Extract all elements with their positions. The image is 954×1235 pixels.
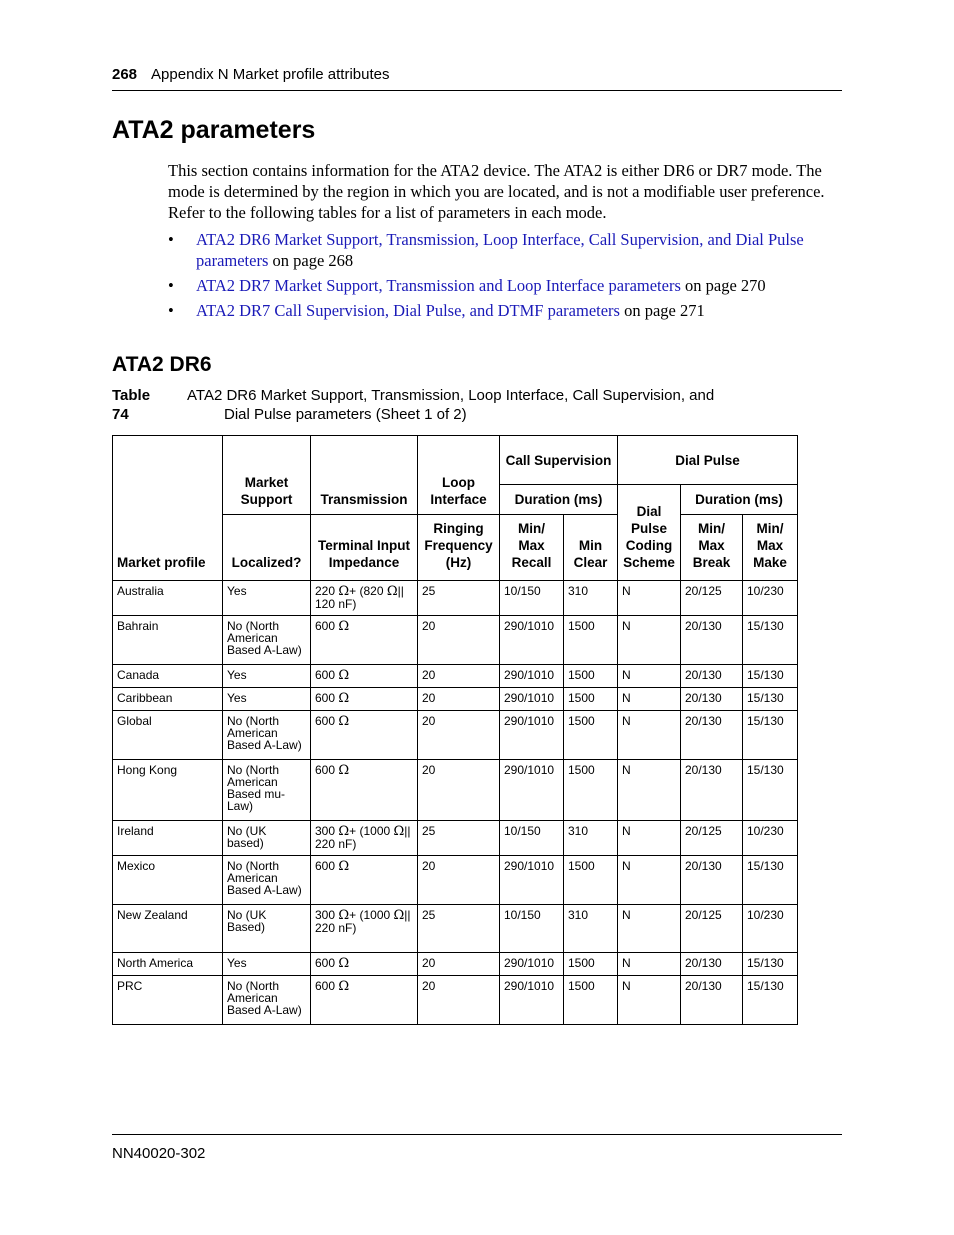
cell-ringing: 20: [418, 665, 500, 688]
cell-ringing: 25: [418, 905, 500, 953]
link-item: [168, 275, 833, 296]
table-row: [113, 688, 798, 711]
table-row: [113, 616, 798, 665]
cell-break: 20/130: [681, 953, 743, 976]
cell-make: 15/130: [743, 616, 798, 665]
header-dial-duration: Duration (ms): [681, 485, 798, 515]
cell-ringing: 20: [418, 953, 500, 976]
cell-profile: Bahrain: [113, 616, 223, 665]
bullet: •: [168, 276, 174, 295]
cell-recall: 290/1010: [500, 616, 564, 665]
header-transmission: Transmission: [311, 436, 418, 515]
table-row: [113, 581, 798, 616]
cell-make: 15/130: [743, 976, 798, 1025]
link-page-ref: on page 270: [680, 276, 766, 295]
caption-line-1: ATA2 DR6 Market Support, Transmission, Loop Interface, Call Supervision, and: [187, 387, 715, 404]
cell-coding: N: [618, 905, 681, 953]
cell-make: 15/130: [743, 953, 798, 976]
cell-profile: PRC: [113, 976, 223, 1025]
table-row: [113, 711, 798, 760]
page-footer: NN40020-302: [112, 1134, 842, 1162]
cell-profile: Caribbean: [113, 688, 223, 711]
cell-localized: Yes: [223, 665, 311, 688]
cell-recall: 290/1010: [500, 953, 564, 976]
cell-break: 20/130: [681, 665, 743, 688]
page-header: [112, 66, 842, 91]
header-localized: Localized?: [223, 515, 311, 581]
cell-make: 10/230: [743, 905, 798, 953]
link-dr7-transmission[interactable]: ATA2 DR7 Market Support, Transmission and Loop Interface parameters: [196, 276, 681, 295]
cell-recall: 290/1010: [500, 976, 564, 1025]
cell-recall: 10/150: [500, 581, 564, 616]
cell-coding: N: [618, 760, 681, 821]
link-item: [168, 229, 833, 271]
header-loop-interface: Loop Interface: [418, 436, 500, 515]
bullet: •: [168, 301, 174, 320]
header-dial-pulse: Dial Pulse: [618, 436, 798, 485]
cell-coding: N: [618, 665, 681, 688]
cell-break: 20/130: [681, 760, 743, 821]
caption-line-2: Dial Pulse parameters (Sheet 1 of 2): [224, 406, 467, 423]
page-title: ATA2 parameters: [112, 116, 316, 144]
cell-ringing: 20: [418, 760, 500, 821]
header-dial-pulse-coding: Dial Pulse Coding Scheme: [618, 485, 681, 581]
cell-break: 20/125: [681, 821, 743, 856]
cell-make: 10/230: [743, 581, 798, 616]
bullet: •: [168, 230, 174, 249]
cell-clear: 1500: [564, 953, 618, 976]
header-min-max-recall: Min/ Max Recall: [500, 515, 564, 581]
cell-clear: 1500: [564, 688, 618, 711]
header-section: Appendix N Market profile attributes: [151, 66, 390, 83]
cell-impedance: 600 Ω: [311, 953, 418, 976]
header-call-supervision: Call Supervision: [500, 436, 618, 485]
cell-impedance: 220 Ω+ (820 Ω|| 120 nF): [311, 581, 418, 616]
cell-impedance: 600 Ω: [311, 665, 418, 688]
table-row: [113, 905, 798, 953]
header-market-profile: Market profile: [113, 436, 223, 581]
header-min-max-break: Min/ Max Break: [681, 515, 743, 581]
cell-break: 20/130: [681, 976, 743, 1025]
link-page-ref: on page 271: [619, 301, 705, 320]
cell-localized: No (UK Based): [223, 905, 311, 953]
cell-localized: No (North American Based A-Law): [223, 976, 311, 1025]
cell-coding: N: [618, 953, 681, 976]
table-label: Table 74: [112, 387, 151, 423]
cell-recall: 290/1010: [500, 711, 564, 760]
cell-profile: Global: [113, 711, 223, 760]
parameters-table: [112, 435, 798, 1025]
cell-recall: 290/1010: [500, 856, 564, 905]
cell-recall: 10/150: [500, 821, 564, 856]
cell-profile: Canada: [113, 665, 223, 688]
cell-break: 20/125: [681, 581, 743, 616]
cell-break: 20/130: [681, 711, 743, 760]
link-dr6-parameters[interactable]: ATA2 DR6 Market Support, Transmission, Loop Interface, Call Supervision, and Dial Pulse parameters: [196, 230, 804, 270]
cell-impedance: 600 Ω: [311, 688, 418, 711]
cell-break: 20/125: [681, 905, 743, 953]
section-heading: ATA2 DR6: [112, 353, 212, 376]
cell-localized: Yes: [223, 688, 311, 711]
link-list: [168, 229, 833, 325]
cell-clear: 1500: [564, 976, 618, 1025]
cell-recall: 290/1010: [500, 688, 564, 711]
cell-ringing: 20: [418, 616, 500, 665]
cell-coding: N: [618, 856, 681, 905]
cell-break: 20/130: [681, 856, 743, 905]
cell-make: 15/130: [743, 760, 798, 821]
cell-profile: Australia: [113, 581, 223, 616]
table-row: [113, 953, 798, 976]
table-row: [113, 856, 798, 905]
cell-make: 15/130: [743, 711, 798, 760]
cell-make: 10/230: [743, 821, 798, 856]
cell-ringing: 25: [418, 821, 500, 856]
cell-make: 15/130: [743, 856, 798, 905]
cell-clear: 1500: [564, 616, 618, 665]
cell-ringing: 25: [418, 581, 500, 616]
link-item: [168, 300, 833, 321]
cell-profile: Ireland: [113, 821, 223, 856]
cell-clear: 1500: [564, 711, 618, 760]
cell-recall: 10/150: [500, 905, 564, 953]
cell-impedance: 600 Ω: [311, 616, 418, 665]
cell-make: 15/130: [743, 665, 798, 688]
header-call-duration: Duration (ms): [500, 485, 618, 515]
cell-impedance: 600 Ω: [311, 760, 418, 821]
header-min-max-make: Min/ Max Make: [743, 515, 798, 581]
cell-localized: Yes: [223, 953, 311, 976]
cell-clear: 1500: [564, 856, 618, 905]
cell-ringing: 20: [418, 688, 500, 711]
cell-profile: North America: [113, 953, 223, 976]
cell-ringing: 20: [418, 976, 500, 1025]
cell-make: 15/130: [743, 688, 798, 711]
table-row: [113, 821, 798, 856]
cell-coding: N: [618, 688, 681, 711]
header-market-support: Market Support: [223, 436, 311, 515]
cell-recall: 290/1010: [500, 665, 564, 688]
header-min-clear: Min Clear: [564, 515, 618, 581]
cell-coding: N: [618, 581, 681, 616]
cell-break: 20/130: [681, 616, 743, 665]
cell-profile: Mexico: [113, 856, 223, 905]
page-number: 268: [112, 66, 138, 83]
cell-coding: N: [618, 616, 681, 665]
cell-localized: No (North American Based A-Law): [223, 711, 311, 760]
link-dr7-call-supervision[interactable]: ATA2 DR7 Call Supervision, Dial Pulse, and DTMF parameters: [196, 301, 620, 320]
cell-coding: N: [618, 711, 681, 760]
cell-impedance: 300 Ω+ (1000 Ω|| 220 nF): [311, 821, 418, 856]
intro-paragraph: This section contains information for the ATA2 device. The ATA2 is either DR6 or DR7 mode. The mode is determined by the region in which you are located, and is not a modifiable user preference. Refer to the following tables for a list of parameters in each mode.: [168, 161, 825, 222]
cell-recall: 290/1010: [500, 760, 564, 821]
table-row: [113, 665, 798, 688]
cell-localized: No (UK based): [223, 821, 311, 856]
cell-localized: Yes: [223, 581, 311, 616]
cell-localized: No (North American Based A-Law): [223, 616, 311, 665]
cell-coding: N: [618, 821, 681, 856]
cell-profile: New Zealand: [113, 905, 223, 953]
cell-clear: 310: [564, 581, 618, 616]
cell-ringing: 20: [418, 856, 500, 905]
cell-clear: 310: [564, 821, 618, 856]
cell-coding: N: [618, 976, 681, 1025]
cell-localized: No (North American Based mu-Law): [223, 760, 311, 821]
table-row: [113, 976, 798, 1025]
cell-impedance: 600 Ω: [311, 856, 418, 905]
cell-profile: Hong Kong: [113, 760, 223, 821]
cell-localized: No (North American Based A-Law): [223, 856, 311, 905]
cell-impedance: 600 Ω: [311, 711, 418, 760]
cell-impedance: 600 Ω: [311, 976, 418, 1025]
cell-clear: 1500: [564, 665, 618, 688]
cell-clear: 310: [564, 905, 618, 953]
link-page-ref: on page 268: [268, 251, 354, 270]
header-terminal-input: Terminal Input Impedance: [311, 515, 418, 581]
cell-clear: 1500: [564, 760, 618, 821]
table-row: [113, 760, 798, 821]
header-ringing-frequency: Ringing Frequency (Hz): [418, 515, 500, 581]
cell-ringing: 20: [418, 711, 500, 760]
table-body: [113, 581, 798, 1025]
cell-break: 20/130: [681, 688, 743, 711]
cell-impedance: 300 Ω+ (1000 Ω|| 220 nF): [311, 905, 418, 953]
